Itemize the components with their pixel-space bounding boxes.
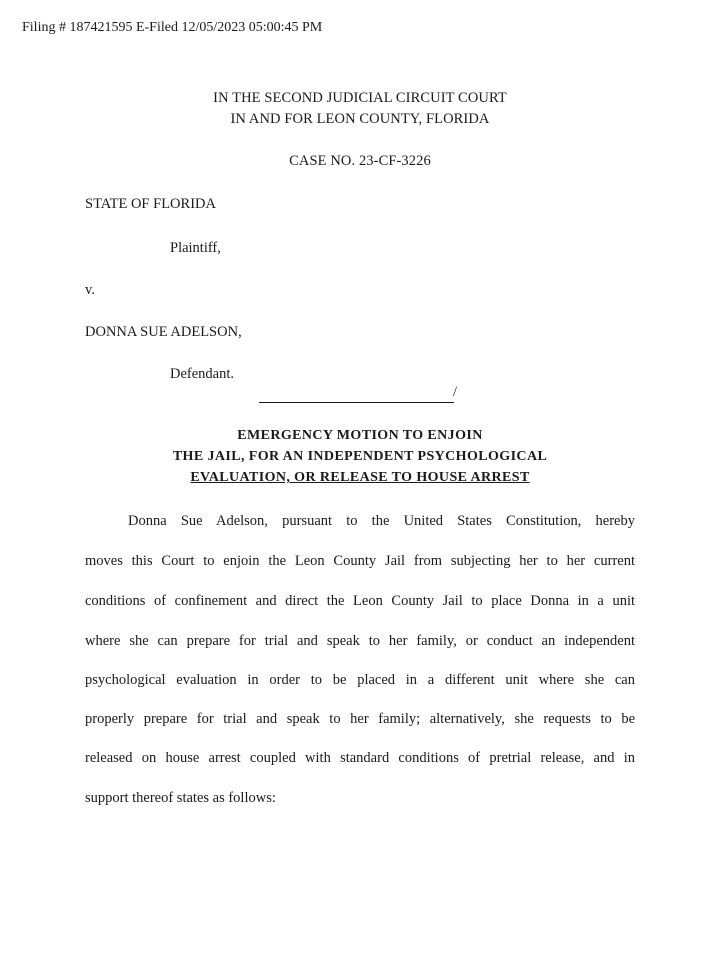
paragraph-line: where she can prepare for trial and speak to her family, or conduct an independent [85, 633, 635, 649]
motion-title-line-3 [0, 470, 720, 486]
paragraph-line: psychological evaluation in order to be placed in a different unit where she can [85, 672, 635, 688]
filing-stamp: Filing # 187421595 E-Filed 12/05/2023 05:00:45 PM [22, 20, 323, 35]
paragraph-line: conditions of confinement and direct the Leon County Jail to place Donna in a unit [85, 593, 635, 609]
paragraph-line: properly prepare for trial and speak to her family; alternatively, she requests to be [85, 711, 635, 727]
caption-slash: / [453, 384, 458, 400]
court-county-line: IN AND FOR LEON COUNTY, FLORIDA [230, 111, 490, 127]
versus: v. [85, 282, 95, 298]
paragraph-line: released on house arrest coupled with standard conditions of pretrial release, and in [85, 750, 635, 766]
case-number: CASE NO. 23-CF-3226 [289, 153, 431, 169]
motion-title-line-2: THE JAIL, FOR AN INDEPENDENT PSYCHOLOGICAL [172, 449, 548, 464]
court-name-line: IN THE SECOND JUDICIAL CIRCUIT COURT [213, 90, 507, 106]
paragraph-line: Donna Sue Adelson, pursuant to the United States Constitution, hereby [128, 513, 635, 529]
defendant-name: DONNA SUE ADELSON, [85, 324, 242, 340]
motion-title-line-1: EMERGENCY MOTION TO ENJOIN [237, 428, 483, 443]
paragraph-line: moves this Court to enjoin the Leon County Jail from subjecting her to her current [85, 553, 635, 569]
plaintiff-role: Plaintiff, [170, 240, 221, 256]
defendant-role: Defendant. [170, 366, 235, 382]
caption-signature-line [259, 390, 454, 403]
paragraph-line: support thereof states as follows: [85, 790, 276, 806]
plaintiff-name: STATE OF FLORIDA [85, 196, 216, 212]
motion-title-line-3-text: EVALUATION, OR RELEASE TO HOUSE ARREST [190, 470, 530, 485]
